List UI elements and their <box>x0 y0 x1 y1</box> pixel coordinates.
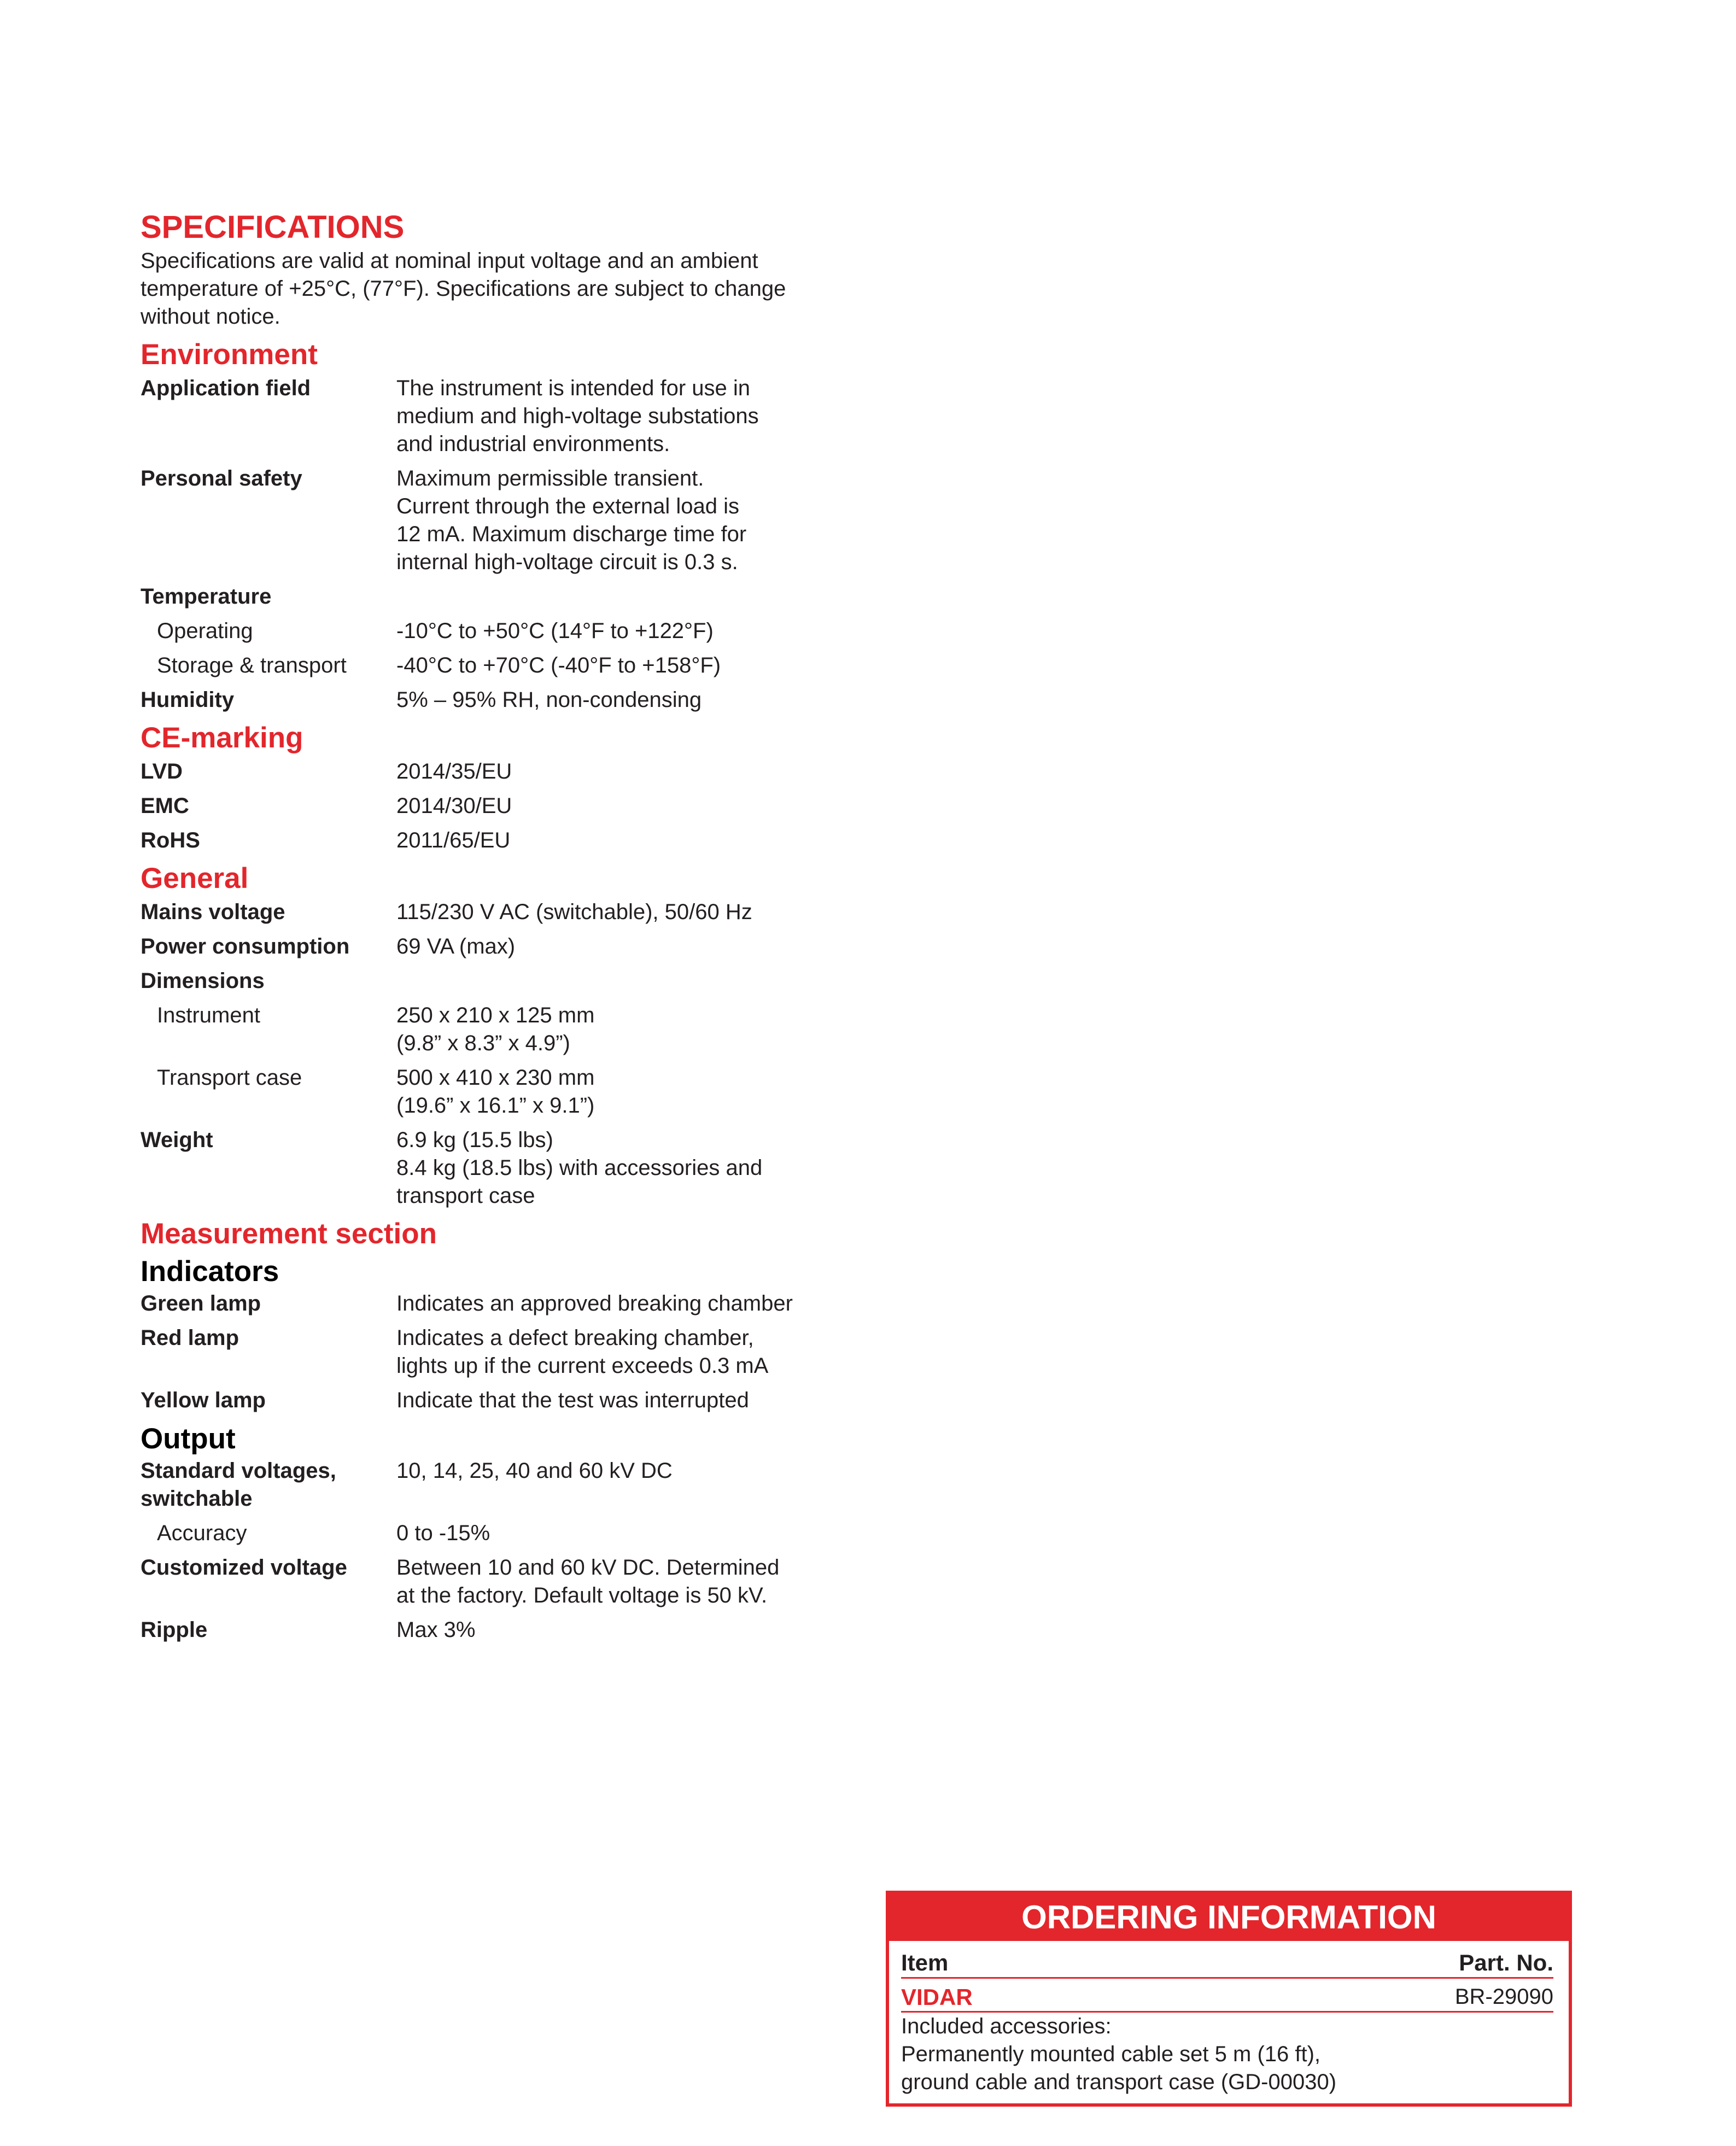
spec-label: Mains voltage <box>141 900 285 924</box>
item-description <box>901 2013 1553 2096</box>
desc-line: Included accessories: <box>901 2014 1112 2038</box>
spec-line: and industrial environments. <box>396 432 670 456</box>
spec-label: Application field <box>141 376 311 400</box>
spec-line: at the factory. Default voltage is 50 kV. <box>396 1583 768 1607</box>
spec-label: RoHS <box>141 828 200 852</box>
subsection-output: Output <box>141 1423 236 1455</box>
spec-value: Indicate that the test was interrupted <box>396 1388 749 1412</box>
spec-line: Between 10 and 60 kV DC. Determined <box>396 1556 780 1580</box>
spec-row-ripple <box>141 1616 819 1644</box>
intro-line: without notice. <box>141 305 280 329</box>
spec-row-humidity <box>141 686 819 714</box>
spec-row-emc <box>141 792 819 820</box>
intro-text <box>141 247 819 331</box>
spec-value: 69 VA (max) <box>396 934 516 958</box>
spec-label: EMC <box>141 794 189 818</box>
spec-label: Temperature <box>141 584 272 609</box>
spec-label: Operating <box>157 619 253 643</box>
section-ce-marking: CE-marking <box>141 722 303 754</box>
spec-label: Weight <box>141 1128 213 1152</box>
page-title: SPECIFICATIONS <box>141 209 405 245</box>
spec-row-temperature <box>141 583 819 611</box>
spec-row-operating <box>141 617 819 645</box>
spec-row-rohs <box>141 827 819 855</box>
spec-label: Personal safety <box>141 466 302 490</box>
intro-line: Specifications are valid at nominal input voltage and an ambient <box>141 249 758 273</box>
spec-row-lvd <box>141 758 819 786</box>
spec-label: Accuracy <box>157 1521 247 1545</box>
spec-label: LVD <box>141 759 183 783</box>
spec-value: 0 to -15% <box>396 1521 490 1545</box>
spec-row-application-field <box>141 375 819 458</box>
intro-line: temperature of +25°C, (77°F). Specifications are subject to change <box>141 277 786 301</box>
spec-value: 5% – 95% RH, non-condensing <box>396 688 702 712</box>
spec-label: Instrument <box>157 1003 260 1027</box>
spec-line: transport case <box>396 1184 535 1208</box>
spec-row-weight <box>141 1126 819 1210</box>
spec-value: 115/230 V AC (switchable), 50/60 Hz <box>396 900 752 924</box>
spec-line: The instrument is intended for use in <box>396 376 751 400</box>
spec-label-line: Standard voltages, <box>141 1459 336 1483</box>
spec-line: 250 x 210 x 125 mm <box>396 1003 595 1027</box>
spec-label: Ripple <box>141 1618 208 1642</box>
spec-line: 500 x 410 x 230 mm <box>396 1066 595 1090</box>
spec-row-instrument <box>141 1002 819 1057</box>
spec-label: Storage & transport <box>157 653 347 677</box>
spec-label-line: switchable <box>141 1487 253 1511</box>
item-name: VIDAR <box>901 1984 973 2010</box>
spec-line: Maximum permissible transient. <box>396 466 704 490</box>
spec-value <box>396 1126 819 1210</box>
spec-row-storage-transport <box>141 652 819 680</box>
spec-row-mains-voltage <box>141 898 819 926</box>
spec-row-customized-voltage <box>141 1554 819 1610</box>
spec-line: 8.4 kg (18.5 lbs) with accessories and <box>396 1156 763 1180</box>
spec-value <box>396 465 819 576</box>
ordering-row <box>901 1983 1553 2013</box>
spec-line: 12 mA. Maximum discharge time for <box>396 522 747 546</box>
spec-value: 2014/35/EU <box>396 759 512 783</box>
specifications-column <box>141 208 819 1651</box>
section-measurement: Measurement section <box>141 1218 437 1250</box>
spec-row-standard-voltages <box>141 1457 819 1513</box>
spec-value <box>396 1002 819 1057</box>
spec-label: Red lamp <box>141 1326 239 1350</box>
spec-line: Current through the external load is <box>396 494 740 518</box>
spec-row-personal-safety <box>141 465 819 576</box>
spec-label: Dimensions <box>141 969 265 993</box>
spec-line: (19.6” x 16.1” x 9.1”) <box>396 1094 595 1118</box>
spec-row-yellow-lamp <box>141 1387 819 1414</box>
ordering-heading: ORDERING INFORMATION <box>889 1894 1569 1941</box>
section-environment: Environment <box>141 338 318 371</box>
spec-value: -10°C to +50°C (14°F to +122°F) <box>396 619 714 643</box>
spec-line: 6.9 kg (15.5 lbs) <box>396 1128 553 1152</box>
subsection-indicators: Indicators <box>141 1255 279 1288</box>
spec-line: medium and high-voltage substations <box>396 404 759 428</box>
ordering-column-headers <box>901 1949 1553 1979</box>
spec-line: Indicates a defect breaking chamber, <box>396 1326 754 1350</box>
spec-value: 2011/65/EU <box>396 828 511 852</box>
spec-row-power-consumption <box>141 933 819 961</box>
section-general: General <box>141 862 249 894</box>
ordering-information-box <box>886 1891 1572 2107</box>
spec-value <box>396 1064 819 1120</box>
column-item: Item <box>901 1950 949 1975</box>
spec-line: lights up if the current exceeds 0.3 mA <box>396 1354 769 1378</box>
column-part-no: Part. No. <box>1459 1950 1553 1975</box>
spec-line: (9.8” x 8.3” x 4.9”) <box>396 1031 570 1055</box>
spec-value: Indicates an approved breaking chamber <box>396 1291 793 1315</box>
spec-label: Customized voltage <box>141 1556 347 1580</box>
spec-label: Transport case <box>157 1066 302 1090</box>
spec-value <box>396 375 819 458</box>
spec-value: 2014/30/EU <box>396 794 512 818</box>
spec-value: 10, 14, 25, 40 and 60 kV DC <box>396 1459 673 1483</box>
spec-value <box>396 1324 819 1380</box>
spec-row-accuracy <box>141 1519 819 1547</box>
spec-value: -40°C to +70°C (-40°F to +158°F) <box>396 653 721 677</box>
desc-line: Permanently mounted cable set 5 m (16 ft), <box>901 2042 1321 2066</box>
spec-row-red-lamp <box>141 1324 819 1380</box>
spec-label: Green lamp <box>141 1291 261 1315</box>
spec-row-green-lamp <box>141 1290 819 1318</box>
spec-label: Power consumption <box>141 934 350 958</box>
spec-label <box>141 1457 396 1513</box>
spec-label: Humidity <box>141 688 235 712</box>
desc-line: ground cable and transport case (GD-00030) <box>901 2070 1337 2094</box>
spec-label: Yellow lamp <box>141 1388 266 1412</box>
spec-value <box>396 1554 819 1610</box>
spec-line: internal high-voltage circuit is 0.3 s. <box>396 550 738 574</box>
spec-value: Max 3% <box>396 1618 476 1642</box>
spec-row-transport-case <box>141 1064 819 1120</box>
item-part-number: BR-29090 <box>1454 1985 1553 2009</box>
spec-row-dimensions <box>141 967 819 995</box>
